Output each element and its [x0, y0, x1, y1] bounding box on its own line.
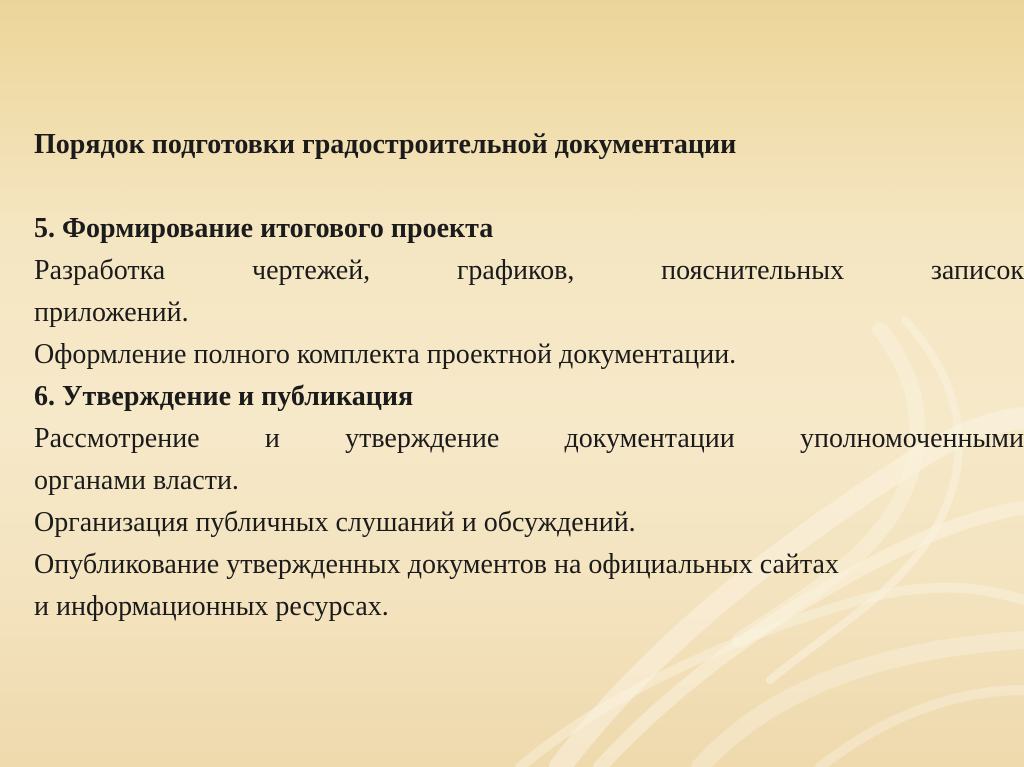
- section-6-line: Организация публичных слушаний и обсуждений.: [34, 507, 636, 538]
- section-5-title: 5. Формирование итогового проекта: [34, 213, 494, 244]
- section-6-line: Опубликование утвержденных документов на официальных сайтах: [34, 549, 839, 580]
- slide-heading: Порядок подготовки градостроительной документации: [34, 129, 737, 160]
- section-6-title: 6. Утверждение и публикация: [34, 381, 414, 412]
- slide-content: [34, 124, 1024, 628]
- swirl-stroke: [820, 690, 1024, 767]
- section-6-line: Рассмотрение и утверждение документации уполномоченными: [34, 423, 1024, 454]
- section-6-line: и информационных ресурсах.: [34, 591, 389, 622]
- spacer: [34, 166, 1024, 208]
- section-5-line: Оформление полного комплекта проектной документации.: [34, 339, 737, 370]
- section-6-line: органами власти.: [34, 465, 239, 496]
- section-5-line: приложений.: [34, 297, 189, 328]
- section-5-line: Разработка чертежей, графиков, пояснительных записок: [34, 255, 1024, 286]
- swirl-stroke: [700, 640, 1024, 767]
